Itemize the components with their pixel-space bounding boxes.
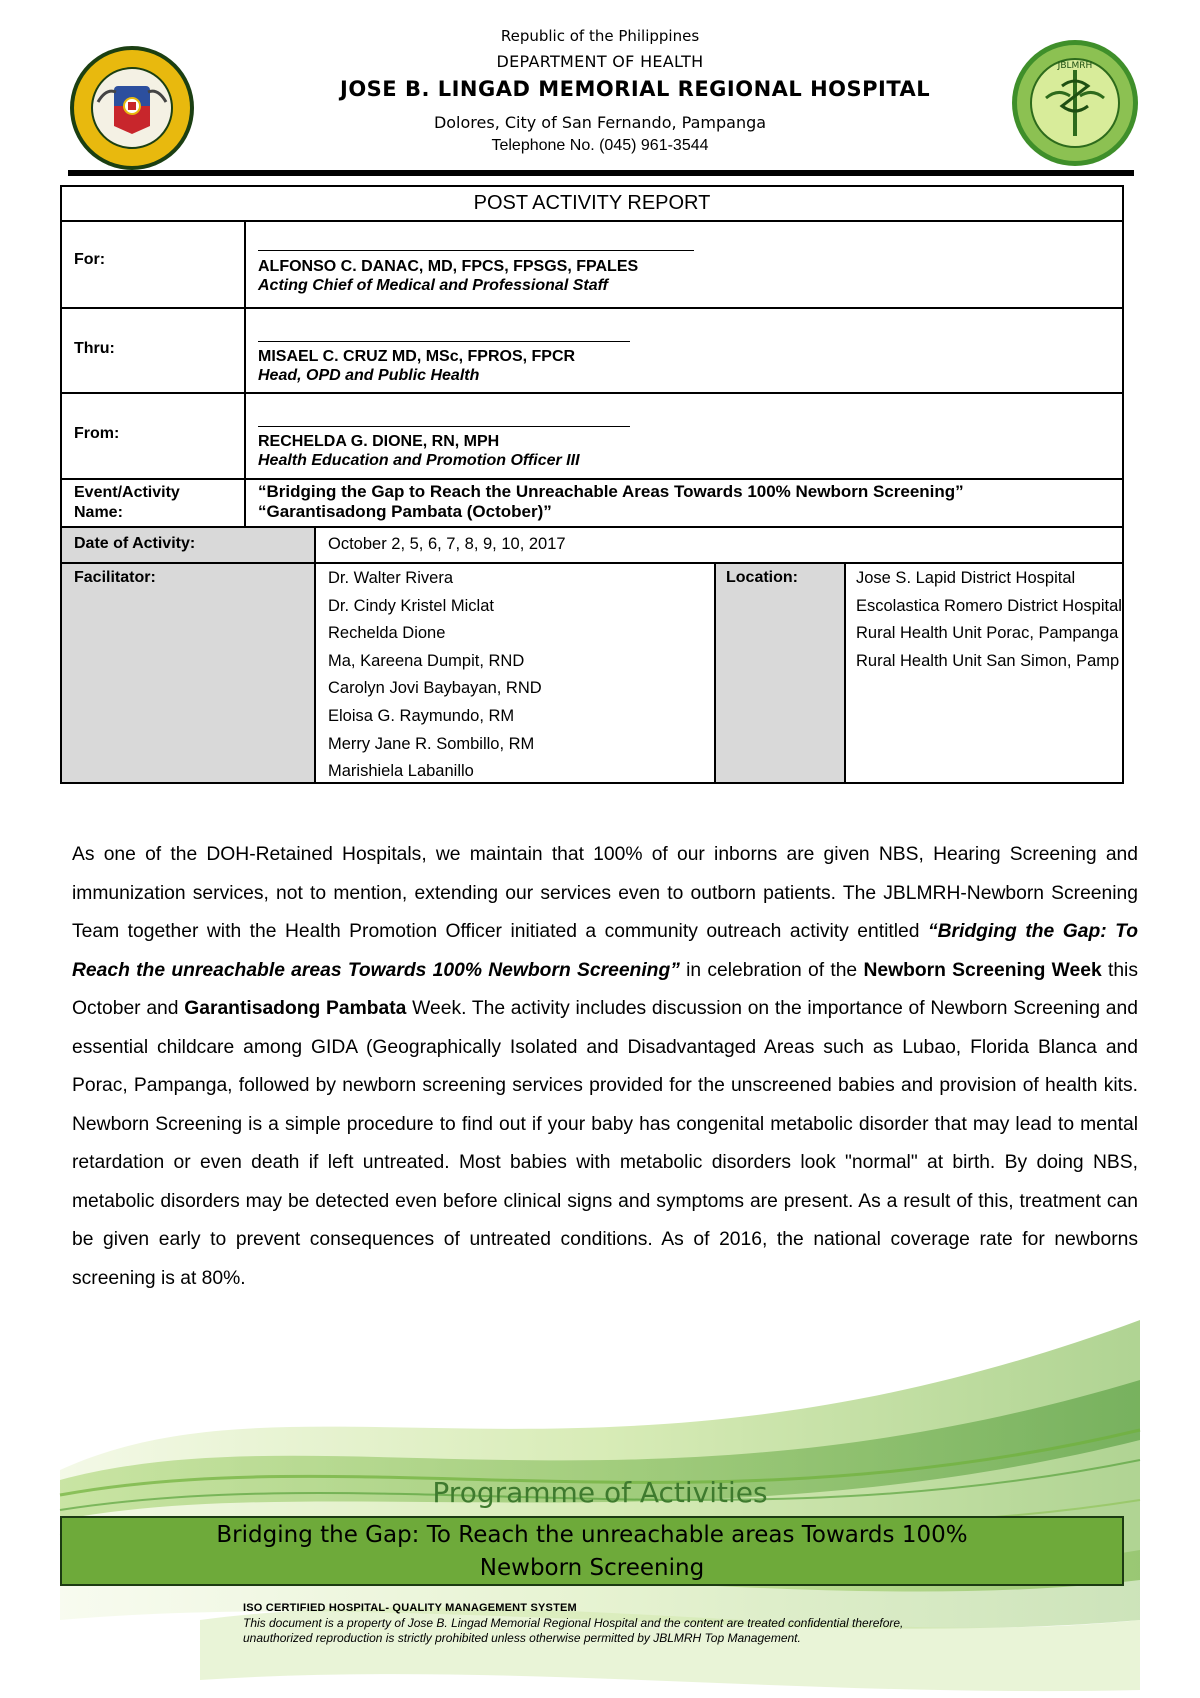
- signature-line: [258, 426, 630, 427]
- event-value: [246, 480, 1122, 528]
- report-body-paragraph: As one of the DOH-Retained Hospitals, we maintain that 100% of our inborns are given NBS, Hearing Screening and immunization services, not to mention, extending our services even to outborn patients. The JBLMRH-Newborn Screening Team together with the Health Promotion Officer initiated a community outreach activity entitled “Bridging the Gap: To Reach the unreachable areas Towards 100% Newborn Screening” in celebration of the Newborn Screening Week this October and Garantisadong Pambata Week. The activity includes discussion on the importance of Newborn Screening and essential childcare among GIDA (Geographically Isolated and Disadvantaged Areas such as Lubao, Florida Blanca and Porac, Pampanga, followed by newborn screening services provided for the unscreened babies and provision of health kits. Newborn Screening is a simple procedure to find out if your baby has congenital metabolic disorder that may lead to mental retardation or even death if left untreated. Most babies with metabolic disorders look "normal" at birth. By doing NBS, metabolic disorders may be detected even before clinical signs and symptoms are present. As a result of this, treatment can be given early to prevent consequences of untreated conditions. As of 2016, the national coverage rate for newborns screening is at 80%.: [72, 844, 1138, 1289]
- location-name: Jose S. Lapid District Hospital: [856, 569, 1076, 587]
- document-footer: [243, 1601, 1103, 1646]
- disclaimer-line1: This document is a property of Jose B. Lingad Memorial Regional Hospital and the content are treated confidential therefore,: [243, 1616, 904, 1630]
- thru-name: MISAEL C. CRUZ MD, MSc, FPROS, FPCR: [258, 348, 576, 365]
- location-label: Location:: [716, 564, 846, 782]
- from-position: Health Education and Promotion Officer III: [258, 452, 580, 469]
- facilitator-name: Dr. Cindy Kristel Miclat: [328, 596, 494, 615]
- for-name: ALFONSO C. DANAC, MD, FPCS, FPSGS, FPALES: [258, 258, 639, 275]
- date-label: Date of Activity:: [62, 528, 316, 564]
- from-value: [246, 394, 1122, 480]
- event-name-line1: “Bridging the Gap to Reach the Unreachable Areas Towards 100% Newborn Screening”: [258, 482, 964, 501]
- post-activity-report-table: [60, 185, 1124, 784]
- location-name: Rural Health Unit Porac, Pampanga: [856, 624, 1119, 643]
- event-name-line2: “Garantisadong Pambata (October)”: [258, 502, 552, 521]
- from-name: RECHELDA G. DIONE, RN, MPH: [258, 433, 500, 450]
- header-department: DEPARTMENT OF HEALTH: [496, 52, 704, 71]
- header-rule: [68, 170, 1134, 176]
- programme-banner: [60, 1516, 1124, 1586]
- report-title: POST ACTIVITY REPORT: [62, 187, 1122, 222]
- location-name: Rural Health Unit San Simon, Pamp: [856, 651, 1120, 670]
- facilitator-name: Dr. Walter Rivera: [328, 569, 453, 587]
- header-telephone: Telephone No. (045) 961-3544: [491, 137, 709, 154]
- programme-heading: Programme of Activities: [432, 1476, 768, 1509]
- facilitator-name: Marishiela Labanillo: [328, 762, 474, 781]
- signature-line: [258, 250, 694, 251]
- signature-line: [258, 341, 630, 342]
- iso-certification: ISO CERTIFIED HOSPITAL- QUALITY MANAGEMENT SYSTEM: [243, 1602, 577, 1614]
- header-address: Dolores, City of San Fernando, Pampanga: [433, 113, 767, 132]
- event-label: Event/Activity Name:: [62, 480, 246, 528]
- facilitator-name: Rechelda Dione: [328, 624, 446, 643]
- header-hospital-name: JOSE B. LINGAD MEMORIAL REGIONAL HOSPITAL: [340, 77, 931, 101]
- banner-line2: Newborn Screening: [479, 1555, 705, 1581]
- facilitator-name: Ma, Kareena Dumpit, RND: [328, 651, 525, 670]
- banner-line1: Bridging the Gap: To Reach the unreachable areas Towards 100%: [216, 1522, 968, 1548]
- svg-text:JBLMRH: JBLMRH: [1057, 61, 1093, 71]
- header-republic: Republic of the Philippines: [500, 27, 700, 45]
- location-name: Escolastica Romero District Hospital: [856, 596, 1122, 615]
- facilitator-name: Eloisa G. Raymundo, RM: [328, 706, 515, 725]
- date-value: October 2, 5, 6, 7, 8, 9, 10, 2017: [316, 528, 1122, 564]
- facilitator-name: Carolyn Jovi Baybayan, RND: [328, 679, 542, 698]
- location-list: [846, 564, 1122, 782]
- for-value: [246, 222, 1122, 309]
- from-label: From:: [62, 394, 246, 480]
- facilitator-name: Merry Jane R. Sombillo, RM: [328, 734, 535, 753]
- for-position: Acting Chief of Medical and Professional Staff: [258, 277, 608, 294]
- facilitator-label: Facilitator:: [62, 564, 316, 782]
- thru-position: Head, OPD and Public Health: [258, 367, 480, 384]
- disclaimer-line2: unauthorized reproduction is strictly prohibited unless otherwise permitted by JBLMRH Top Management.: [243, 1631, 801, 1645]
- thru-value: [246, 309, 1122, 394]
- thru-label: Thru:: [62, 309, 246, 394]
- jblmrh-seal-icon: [1010, 38, 1140, 168]
- facilitator-list: [316, 564, 716, 782]
- for-label: For:: [62, 222, 246, 309]
- activity-title-emphasis: “Bridging the Gap: To Reach the unreachable areas Towards 100% Newborn Screening”: [72, 921, 1138, 981]
